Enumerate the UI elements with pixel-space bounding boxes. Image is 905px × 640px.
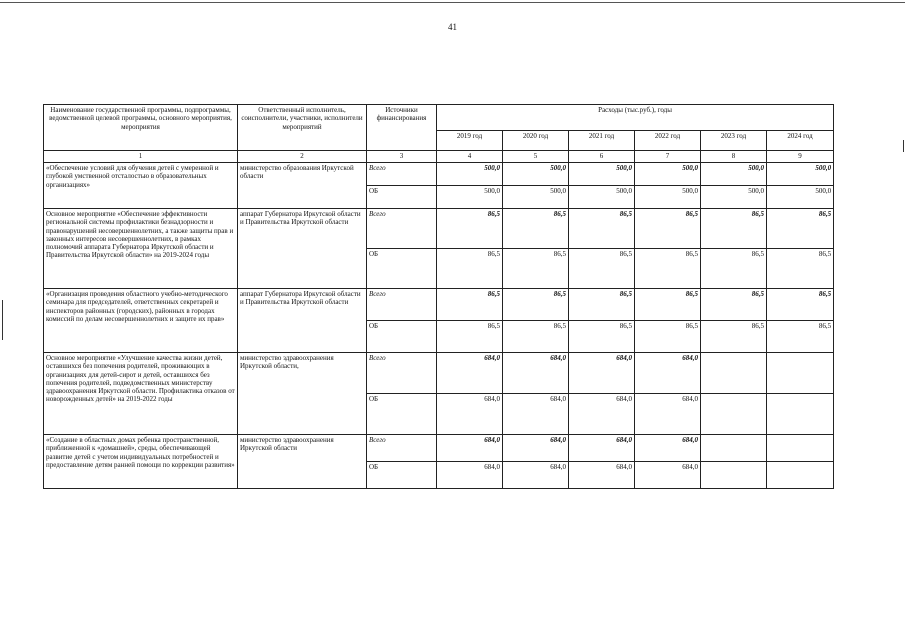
- ob-value: [767, 462, 834, 489]
- header-year: 2024 год: [767, 131, 834, 151]
- row-name: Основное мероприятие «Улучшение качества жизни детей, оставшихся без попечения родителей, проживающих в организациях для детей-сирот и детей, оставшихся без попечения родителей, подведомственных министерству здравоохранения Иркутской области. Профилактика отказов от новорожденных детей» на 2019-2022 годы: [44, 353, 238, 435]
- ob-value: 684,0: [437, 394, 503, 435]
- source-ob-label: ОБ: [367, 462, 437, 489]
- header-year: 2020 год: [503, 131, 569, 151]
- total-value: 684,0: [437, 353, 503, 394]
- col-number: 2: [238, 151, 367, 163]
- ob-value: 500,0: [569, 186, 635, 209]
- scan-mark-right: [903, 140, 904, 152]
- ob-value: 86,5: [569, 321, 635, 353]
- total-value: 684,0: [635, 435, 701, 462]
- source-total-label: Всего: [367, 163, 437, 186]
- row-executor: министерство здравоохранения Иркутской области: [238, 435, 367, 489]
- total-value: [701, 353, 767, 394]
- total-value: [767, 353, 834, 394]
- row-executor: министерство образования Иркутской области: [238, 163, 367, 209]
- scan-mark-left: [2, 300, 3, 340]
- table-row: [44, 163, 834, 186]
- col-number: 9: [767, 151, 834, 163]
- row-name: «Создание в областных домах ребенка пространственной, приближенной к «домашней», среды, обеспечивающей развитие детей с учетом индивидуальных потребностей и предоставление детям ранней помощи по коррекции развития»: [44, 435, 238, 489]
- ob-value: 86,5: [701, 249, 767, 289]
- total-value: 86,5: [569, 209, 635, 249]
- ob-value: 86,5: [569, 249, 635, 289]
- header-source-col: Источники финансирования: [367, 105, 437, 151]
- ob-value: 86,5: [767, 321, 834, 353]
- ob-value: 684,0: [503, 394, 569, 435]
- ob-value: 684,0: [635, 394, 701, 435]
- source-total-label: Всего: [367, 435, 437, 462]
- total-value: 86,5: [503, 209, 569, 249]
- total-value: 86,5: [635, 209, 701, 249]
- col-number: 7: [635, 151, 701, 163]
- scan-top-edge: [0, 2, 905, 3]
- ob-value: 86,5: [635, 249, 701, 289]
- table-row: [44, 353, 834, 394]
- ob-value: 86,5: [767, 249, 834, 289]
- total-value: [701, 435, 767, 462]
- total-value: 86,5: [767, 289, 834, 321]
- row-executor: министерство здравоохранения Иркутской области,: [238, 353, 367, 435]
- row-name: Основное мероприятие «Обеспечение эффективности региональной системы профилактики безнадзорности и правонарушений несовершеннолетних, а также защиты прав и законных интересов несовершеннолетних, в рамках полномочий аппарата Губернатора Иркутской области и Правительства Иркутской области» на 2019-2024 годы: [44, 209, 238, 289]
- total-value: 500,0: [701, 163, 767, 186]
- total-value: 684,0: [503, 435, 569, 462]
- total-value: 684,0: [437, 435, 503, 462]
- total-value: 500,0: [437, 163, 503, 186]
- col-number: 3: [367, 151, 437, 163]
- total-value: 86,5: [437, 209, 503, 249]
- ob-value: 684,0: [437, 462, 503, 489]
- total-value: 86,5: [569, 289, 635, 321]
- total-value: 86,5: [701, 289, 767, 321]
- source-total-label: Всего: [367, 289, 437, 321]
- row-name: «Обеспечение условий для обучения детей с умеренной и глубокой умственной отсталостью в образовательных организациях»: [44, 163, 238, 209]
- source-total-label: Всего: [367, 353, 437, 394]
- total-value: 86,5: [437, 289, 503, 321]
- total-value: 684,0: [569, 435, 635, 462]
- row-name: «Организация проведения областного учебно-методического семинара для председателей, ответственных секретарей и инспекторов районных (городских), районных в городах комиссий по делам несовершеннолетних и защите их прав»: [44, 289, 238, 353]
- ob-value: 86,5: [635, 321, 701, 353]
- col-number: 1: [44, 151, 238, 163]
- source-total-label: Всего: [367, 209, 437, 249]
- col-number: 8: [701, 151, 767, 163]
- header-executor-col: Ответственный исполнитель, соисполнители, участники, исполнители мероприятий: [238, 105, 367, 151]
- source-ob-label: ОБ: [367, 186, 437, 209]
- ob-value: 500,0: [635, 186, 701, 209]
- header-year: 2023 год: [701, 131, 767, 151]
- total-value: 86,5: [767, 209, 834, 249]
- header-year: 2021 год: [569, 131, 635, 151]
- total-value: 684,0: [503, 353, 569, 394]
- total-value: 500,0: [569, 163, 635, 186]
- total-value: 86,5: [701, 209, 767, 249]
- total-value: 500,0: [503, 163, 569, 186]
- col-number: 6: [569, 151, 635, 163]
- source-ob-label: ОБ: [367, 321, 437, 353]
- ob-value: 86,5: [503, 249, 569, 289]
- ob-value: 86,5: [437, 321, 503, 353]
- row-executor: аппарат Губернатора Иркутской области и Правительства Иркутской области: [238, 209, 367, 289]
- total-value: [767, 435, 834, 462]
- ob-value: 500,0: [767, 186, 834, 209]
- ob-value: 86,5: [503, 321, 569, 353]
- header-name-col: Наименование государственной программы, подпрограммы, ведомственной целевой программы, основного мероприятия, мероприятия: [44, 105, 238, 151]
- ob-value: 684,0: [569, 462, 635, 489]
- ob-value: [701, 462, 767, 489]
- ob-value: [767, 394, 834, 435]
- table-row: [44, 289, 834, 321]
- ob-value: 500,0: [503, 186, 569, 209]
- total-value: 684,0: [635, 353, 701, 394]
- source-ob-label: ОБ: [367, 394, 437, 435]
- header-year: 2022 год: [635, 131, 701, 151]
- total-value: 500,0: [767, 163, 834, 186]
- total-value: 684,0: [569, 353, 635, 394]
- ob-value: 500,0: [701, 186, 767, 209]
- col-number: 5: [503, 151, 569, 163]
- ob-value: 684,0: [569, 394, 635, 435]
- page-number: 41: [448, 22, 457, 32]
- total-value: 500,0: [635, 163, 701, 186]
- ob-value: 500,0: [437, 186, 503, 209]
- ob-value: 86,5: [701, 321, 767, 353]
- table-row: [44, 435, 834, 462]
- budget-table: [43, 104, 834, 489]
- col-number: 4: [437, 151, 503, 163]
- ob-value: 684,0: [503, 462, 569, 489]
- ob-value: [701, 394, 767, 435]
- ob-value: 684,0: [635, 462, 701, 489]
- table-row: [44, 209, 834, 249]
- ob-value: 86,5: [437, 249, 503, 289]
- row-executor: аппарат Губернатора Иркутской области и Правительства Иркутской области: [238, 289, 367, 353]
- source-ob-label: ОБ: [367, 249, 437, 289]
- total-value: 86,5: [635, 289, 701, 321]
- header-year: 2019 год: [437, 131, 503, 151]
- header-expenses-col: Расходы (тыс.руб.), годы: [437, 105, 834, 131]
- total-value: 86,5: [503, 289, 569, 321]
